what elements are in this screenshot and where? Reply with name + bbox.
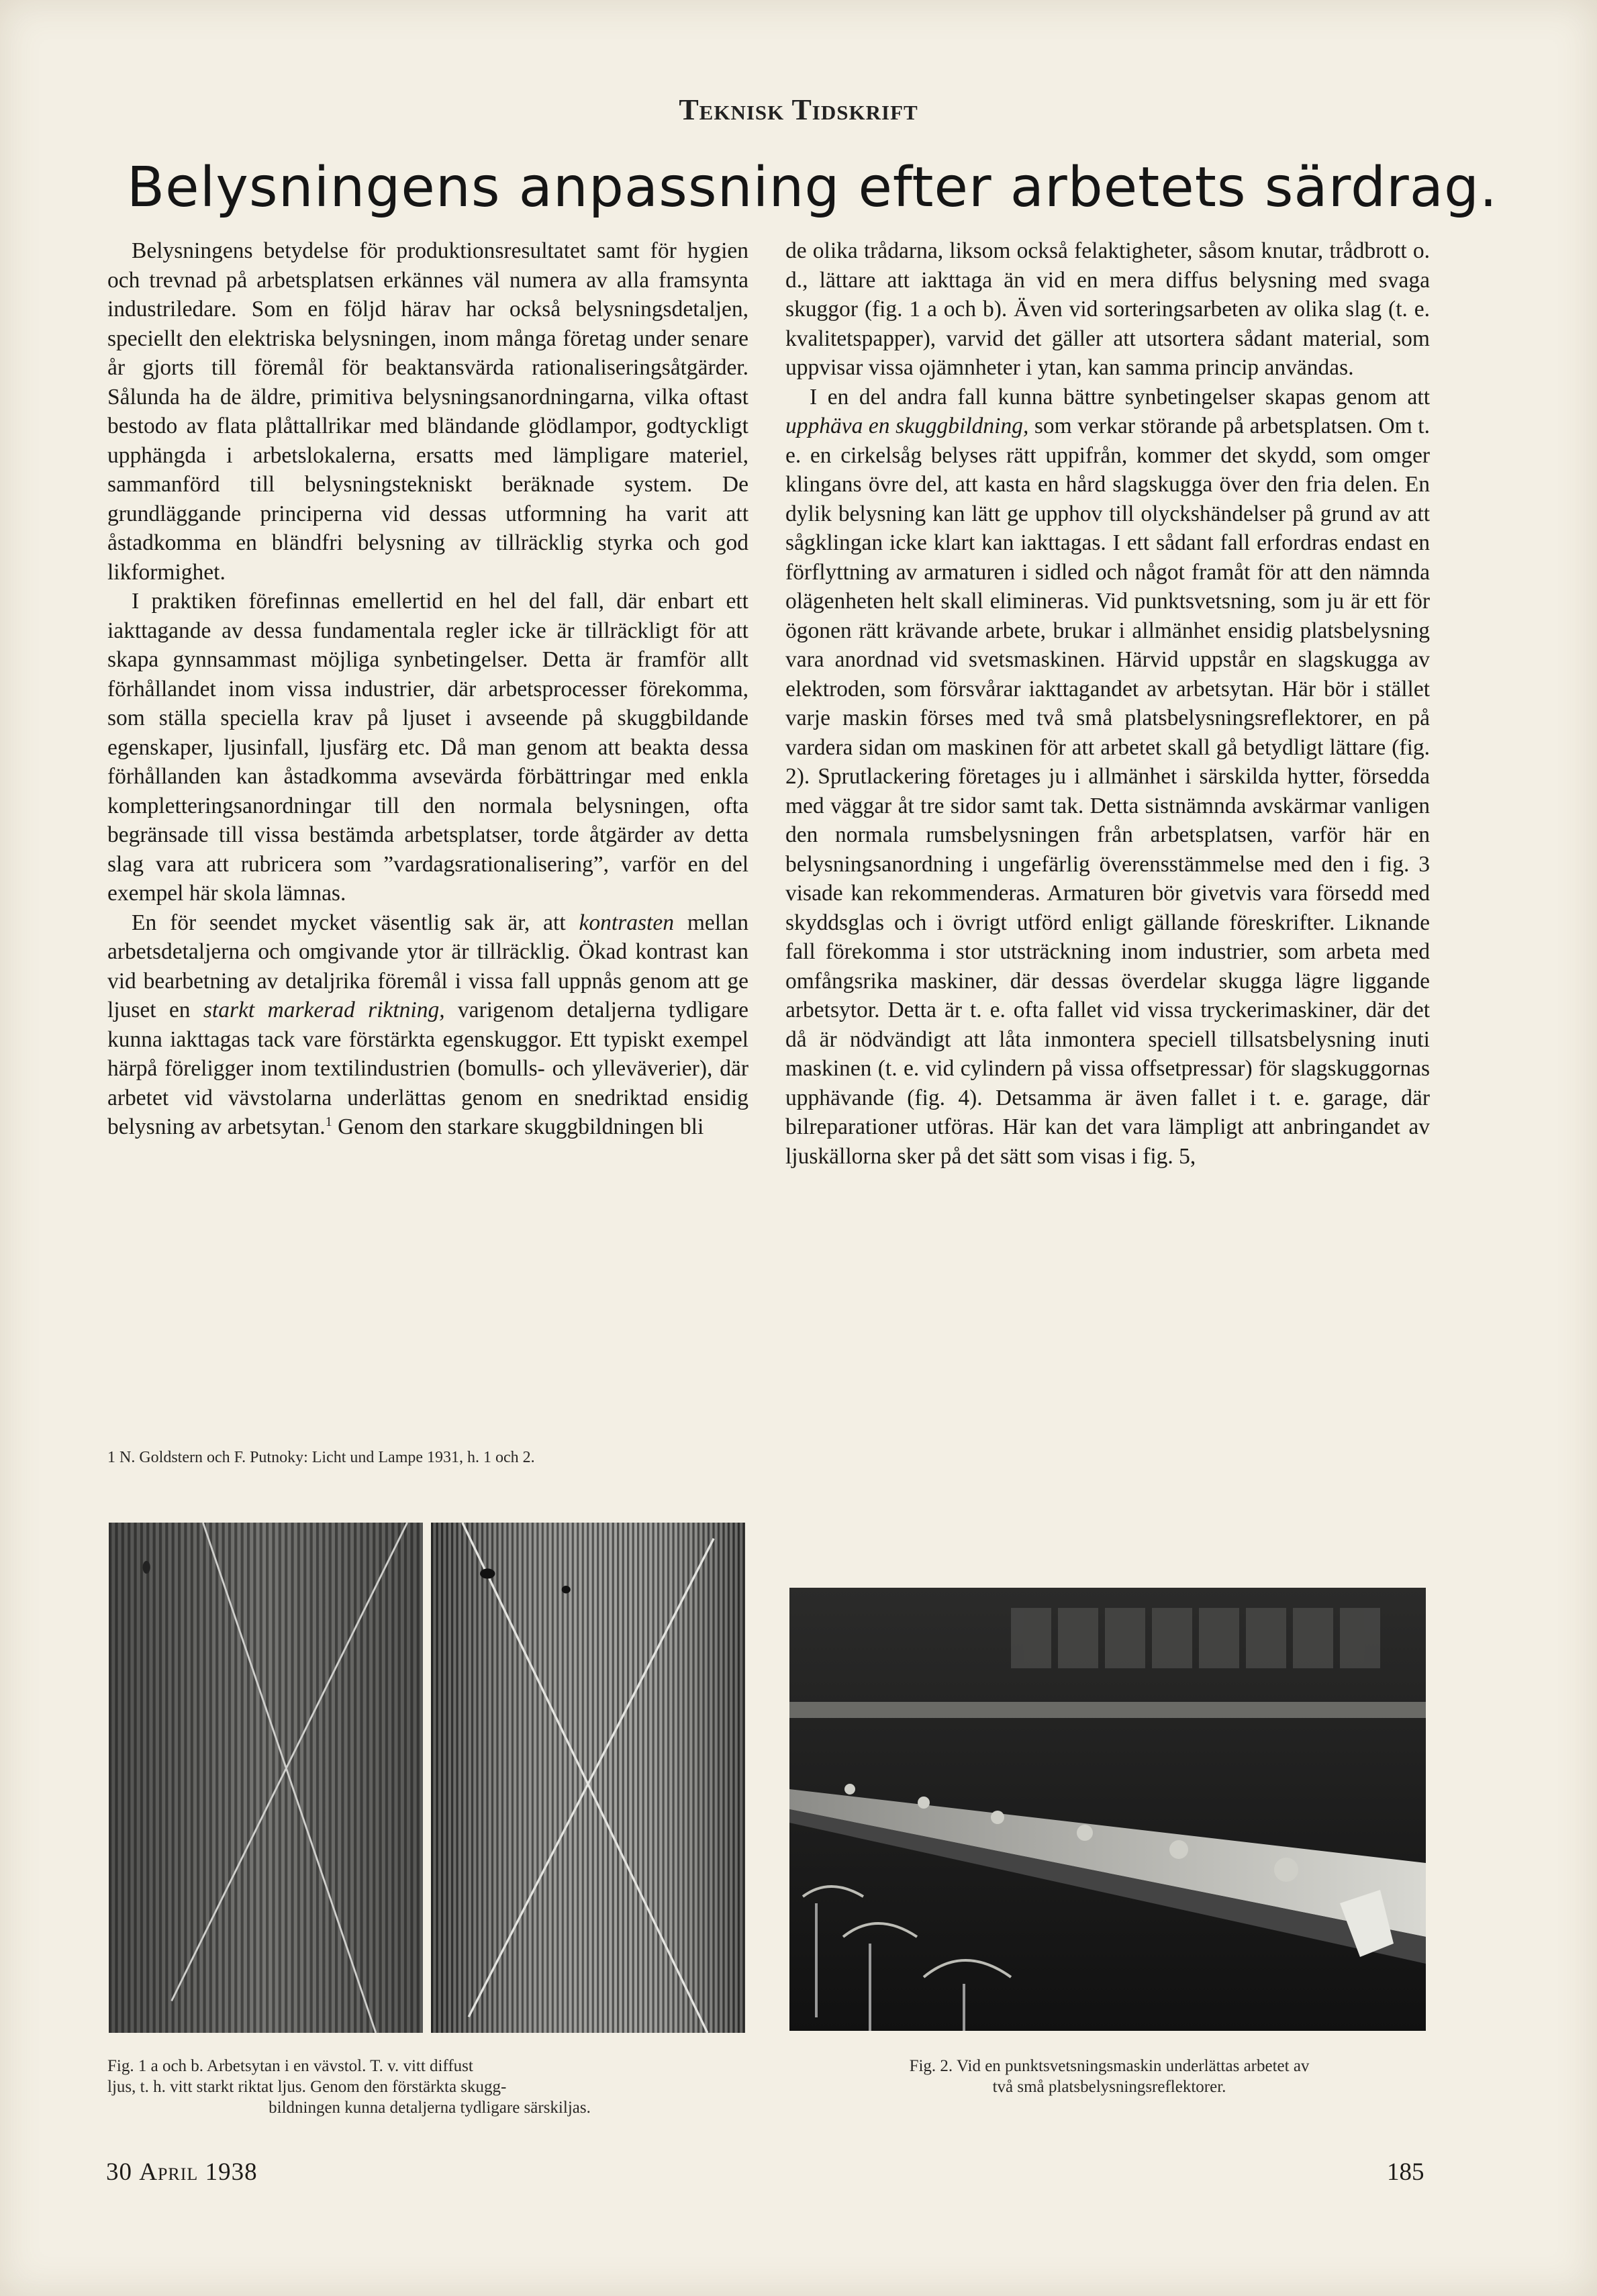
figure-1-loom-photos [109, 1523, 745, 2033]
figure-1b-directed-light [431, 1523, 745, 2033]
paragraph-1: Belysningens betydelse för produktionsresultatet samt för hygien och trevnad på arbetsplatsen erkännes väl numera av alla framsynta industriledare. Som en följd härav har också belysningsdetaljen, speciellt den elektriska belysningen, inom många företag under senare år gjorts till föremål för beaktansvärda rationaliseringsåtgärder. Sålunda ha de äldre, primitiva belysningsanordningarna, vilka oftast bestodo av flata plåttallrikar med bländande glödlampor, godtyckligt upphängda i arbetslokalerna, ersatts med lämpligare materiel, sammanförd till belysningstekniskt beräknade system. De grundläggande principerna vid dessas utformning ha varit att åstadkomma en bländfri belysning av tillräcklig styrka och god likformighet. [107, 238, 748, 585]
figure-2-welding-photo [789, 1588, 1426, 2031]
footnote [107, 1447, 748, 1468]
article-title: Belysningens anpassning efter arbetets särdrag. [126, 156, 1498, 220]
issue-date: 30 April 1938 [106, 2158, 258, 2186]
emphasis-skuggbildning: upphäva en skuggbildning, [785, 414, 1029, 438]
paragraph-3: En för seendet mycket väsentlig sak är, att kontrasten mellan arbetsdetaljerna och omgivande ytor är tillräcklig. Ökad kontrast kan vid bearbetning av detaljrika föremål i vissa fall uppnås genom att ge ljuset en starkt markerad riktning, varigenom detaljerna tydligare kunna iakttagas tack vare förstärkta egenskuggor. Ett typiskt exempel härpå föreligger inom textilindustrien (bomulls- och ylleväverier), där arbetet vid vävstolarna underlättas genom en snedriktad ensidig belysning av arbetsytan.$^1$ Genom den starkare skuggbildningen bli [107, 910, 748, 1139]
footnote-marker: 1 [325, 1114, 332, 1129]
figure-2-caption: Fig. 2. Vid en punktsvetsningsmaskin underlättas arbetet av två små platsbelysningsreflektorer. [909, 2057, 1310, 2096]
paragraph-2: I praktiken förefinnas emellertid en hel del fall, där enbart ett iakttagande av dessa fundamentala regler icke är tillräckligt för att skapa gynnsammast möjliga synbetingelser. Detta är framför allt förhållandet inom vissa industrier, där arbetsprocesser förekomma, som ställa speciella krav på ljuset i avseende på skuggbildande egenskaper, ljusinfall, ljusfärg etc. Då man genom att beakta dessa förhållanden kan åstadkomma avsevärda förbättringar med enkla kompletteringsanordningar till den normala belysningen, ofta begränsade till vissa bestämda arbetsplatser, torde åtgärder av detta slag vara att rubricera som ”vardagsrationalisering”, varför en del exempel här skola lämnas. [107, 589, 748, 906]
right-column [785, 236, 1430, 1171]
left-column [107, 236, 748, 1142]
journal-header: Teknisk Tidskrift [679, 93, 918, 126]
paragraph-5: I en del andra fall kunna bättre synbetingelser skapas genom att upphäva en skuggbildning, som verkar störande på arbetsplatsen. Om t. e. en cirkelsåg belyses rätt uppifrån, kommer det skydd, som omger klingans övre del, att kasta en hård slagskugga över den fria delen. En dylik belysning kan lätt ge upphov till olyckshändelser på grund av att sågklingan icke klart kan iakttagas. I ett sådant fall erfordras endast en förflyttning av armaturen i sidled och något framåt för att den nämnda olägenheten helt skall elimineras. Vid punktsvetsning, som ju är ett för ögonen rätt krävande arbete, brukar i allmänhet ensidig platsbelysning vara anordnad vid svetsmaskinen. Härvid uppstår en slagskugga av elektroden, som försvårar iakttagandet av arbetsytan. Här bör i stället varje maskin förses med två små platsbelysningsreflektorer, en på vardera sidan om maskinen för att arbetet skall gå betydligt lättare (fig. 2). Sprutlackering företages ju i allmänhet i särskilda hytter, försedda med väggar åt tre sidor samt tak. Detta sistnämnda avskärmar vanligen den normala rumsbelysningen från arbetsplatsen, varför här en belysningsanordning i ungefärlig överensstämmelse med den i fig. 3 visade kan rekommenderas. Armaturen bör givetvis vara försedd med skyddsglas och i övrigt utförd enligt gällande föreskrifter. Liknande fall förekomma i stor utsträckning inom industrier, som arbeta med omfångsrika maskiner, där dessas överdelar skugga lägre liggande arbetsytor. Detta är t. e. ofta fallet vid vissa tryckerimaskiner, där det då är nödvändigt att låta inmontera speciell tillsatsbelysning inuti maskinen (t. e. vid cylindern på vissa offsetpressar) för slagskuggornas upphävande (fig. 4). Detsamma är även fallet i t. e. garage, där bilreparationer utföras. Här kan det vara lämpligt att anbringandet av ljuskällorna sker på det sätt som visas i fig. 5, [785, 384, 1430, 1169]
figure-1a-diffuse-light [109, 1523, 423, 2033]
emphasis-kontrasten: kontrasten [579, 910, 674, 935]
figure-1-caption: Fig. 1 a och b. Arbetsytan i en vävstol. T. v. vitt diffust ljus, t. h. vitt starkt riktat ljus. Genom den förstärkta skugg- bildningen kunna detaljerna tydligare särskiljas. [107, 2057, 591, 2117]
emphasis-riktning: starkt markerad riktning, [203, 998, 445, 1022]
paragraph-4: de olika trådarna, liksom också felaktigheter, såsom knutar, trådbrott o. d., lättare att iakttaga än vid en mera diffus belysning med svaga skuggor (fig. 1 a och b). Även vid sorteringsarbeten av olika slag (t. e. kvalitetspapper), varvid det gäller att utsortera sådant material, som uppvisar vissa ojämnheter i ytan, kan samma princip användas. [785, 238, 1430, 380]
page-number: 185 [1387, 2158, 1424, 2186]
footnote-text: 1 N. Goldstern och F. Putnoky: Licht und Lampe 1931, h. 1 och 2. [107, 1449, 535, 1466]
